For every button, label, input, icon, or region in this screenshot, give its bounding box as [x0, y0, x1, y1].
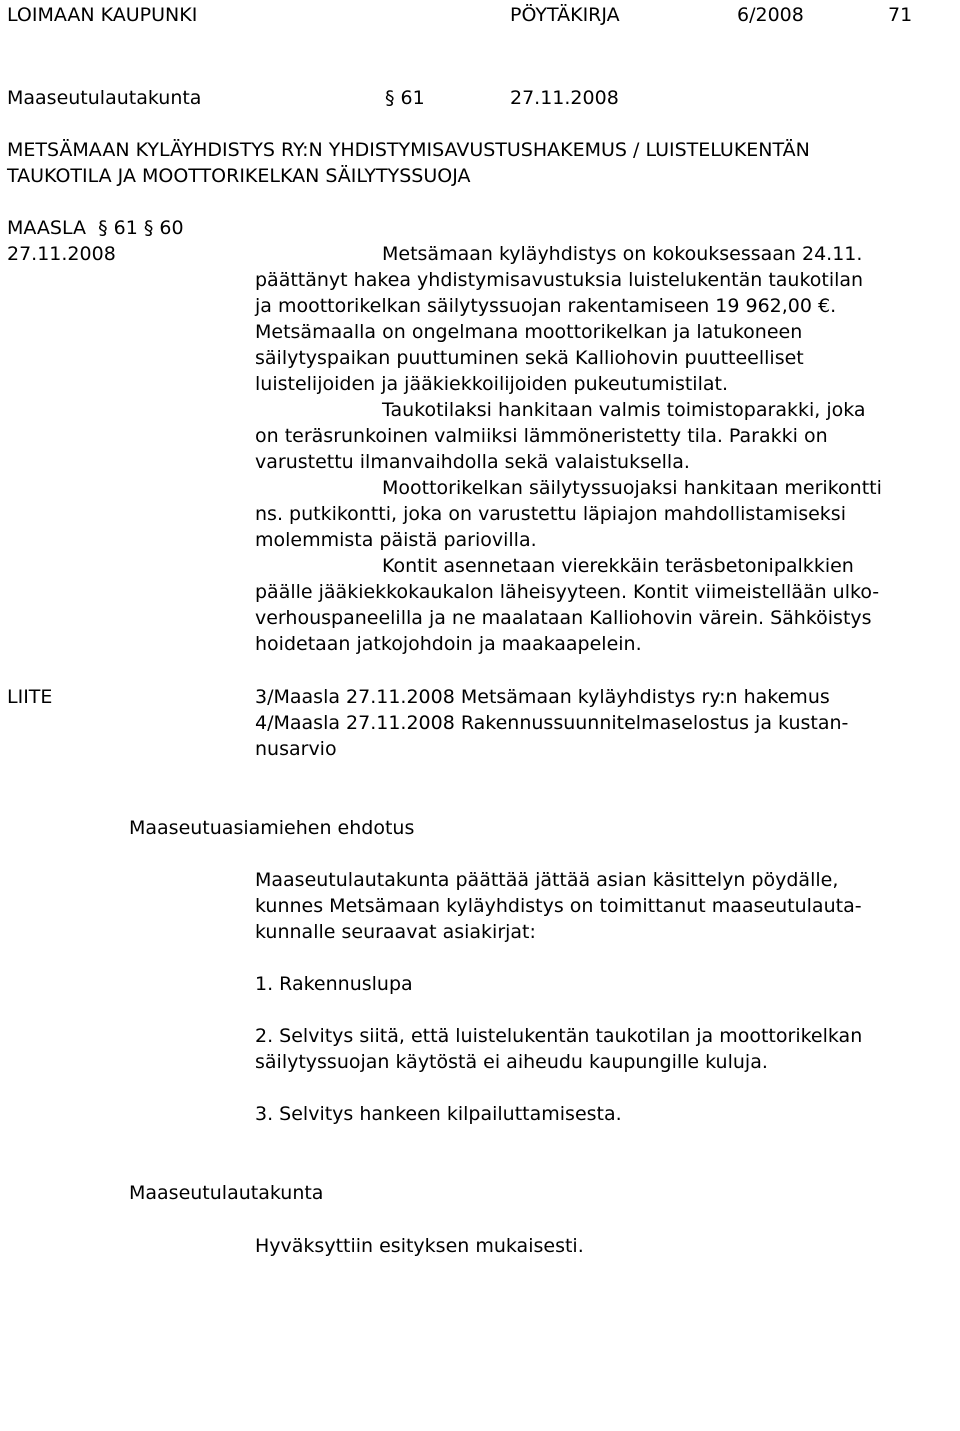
entry-line: Metsämaan kyläyhdistys on kokouksessaan 24.11. — [382, 243, 863, 265]
entry-line: varustettu ilmanvaihdolla sekä valaistuksella. — [255, 451, 690, 473]
meeting-committee: Maaseutulautakunta — [7, 87, 202, 109]
entry-line: luistelijoiden ja jääkiekkoilijoiden pukeutumistilat. — [255, 373, 728, 395]
proposal-item-line: 2. Selvitys siitä, että luistelukentän taukotilan ja moottorikelkan — [255, 1025, 863, 1047]
proposal-line: kunnes Metsämaan kyläyhdistys on toimittanut maaseutulauta- — [255, 895, 862, 917]
header-doc-type: PÖYTÄKIRJA — [510, 4, 620, 26]
attachment-line: 3/Maasla 27.11.2008 Metsämaan kyläyhdistys ry:n hakemus — [255, 686, 830, 708]
header-org: LOIMAAN KAUPUNKI — [7, 4, 198, 26]
header-page-number: 71 — [888, 4, 913, 26]
proposal-item-line: 3. Selvitys hankeen kilpailuttamisesta. — [255, 1103, 622, 1125]
entry-line: Metsämaalla on ongelmana moottorikelkan ja latukoneen — [255, 321, 803, 343]
reference-section-1: 61 — [113, 217, 138, 239]
reference-line: MAASLA § 61 § 60 — [7, 217, 184, 239]
entry-line: molemmista päistä pariovilla. — [255, 529, 537, 551]
entry-line: ns. putkikontti, joka on varustettu läpiajon mahdollistamiseksi — [255, 503, 846, 525]
entry-line: Kontit asennetaan vierekkäin teräsbetonipalkkien — [382, 555, 854, 577]
entry-line: ja moottorikelkan säilytyssuojan rakentamiseen 19 962,00 €. — [255, 295, 837, 317]
entry-line: Taukotilaksi hankitaan valmis toimistoparakki, joka — [382, 399, 866, 421]
header-issue: 6/2008 — [737, 4, 804, 26]
attachment-line: nusarvio — [255, 738, 337, 760]
document-title-line-1: METSÄMAAN KYLÄYHDISTYS RY:N YHDISTYMISAVUSTUSHAKEMUS / LUISTELUKENTÄN — [7, 139, 810, 161]
meeting-section-number: 61 — [400, 87, 425, 109]
entry-line: hoidetaan jatkojohdoin ja maakaapelein. — [255, 633, 642, 655]
decision-label: Maaseutulautakunta — [129, 1182, 324, 1204]
attachment-line: 4/Maasla 27.11.2008 Rakennussuunnitelmaselostus ja kustan- — [255, 712, 849, 734]
proposal-label: Maaseutuasiamiehen ehdotus — [129, 817, 415, 839]
meeting-section: § 61 — [385, 87, 425, 109]
proposal-item-line: säilytyssuojan käytöstä ei aiheudu kaupungille kuluja. — [255, 1051, 768, 1073]
attachments-label: LIITE — [7, 686, 53, 708]
entry-line: päälle jääkiekkokaukalon läheisyyteen. Kontit viimeistellään ulko- — [255, 581, 880, 603]
entry-line: on teräsrunkoinen valmiiksi lämmöneristetty tila. Parakki on — [255, 425, 828, 447]
reference-prefix: MAASLA — [7, 217, 86, 239]
meeting-date: 27.11.2008 — [510, 87, 619, 109]
entry-line: säilytyspaikan puuttuminen sekä Kalliohovin puutteelliset — [255, 347, 804, 369]
entry-line: verhouspaneelilla ja ne maalataan Kalliohovin värein. Sähköistys — [255, 607, 872, 629]
document-title-line-2: TAUKOTILA JA MOOTTORIKELKAN SÄILYTYSSUOJA — [7, 165, 471, 187]
entry-line: päättänyt hakea yhdistymisavustuksia luistelukentän taukotilan — [255, 269, 864, 291]
entry-line: Moottorikelkan säilytyssuojaksi hankitaan merikontti — [382, 477, 882, 499]
reference-section-2: 60 — [159, 217, 184, 239]
decision-text: Hyväksyttiin esityksen mukaisesti. — [255, 1235, 584, 1257]
proposal-line: Maaseutulautakunta päättää jättää asian käsittelyn pöydälle, — [255, 869, 839, 891]
proposal-item-line: 1. Rakennuslupa — [255, 973, 413, 995]
proposal-line: kunnalle seuraavat asiakirjat: — [255, 921, 536, 943]
entry-date: 27.11.2008 — [7, 243, 116, 265]
